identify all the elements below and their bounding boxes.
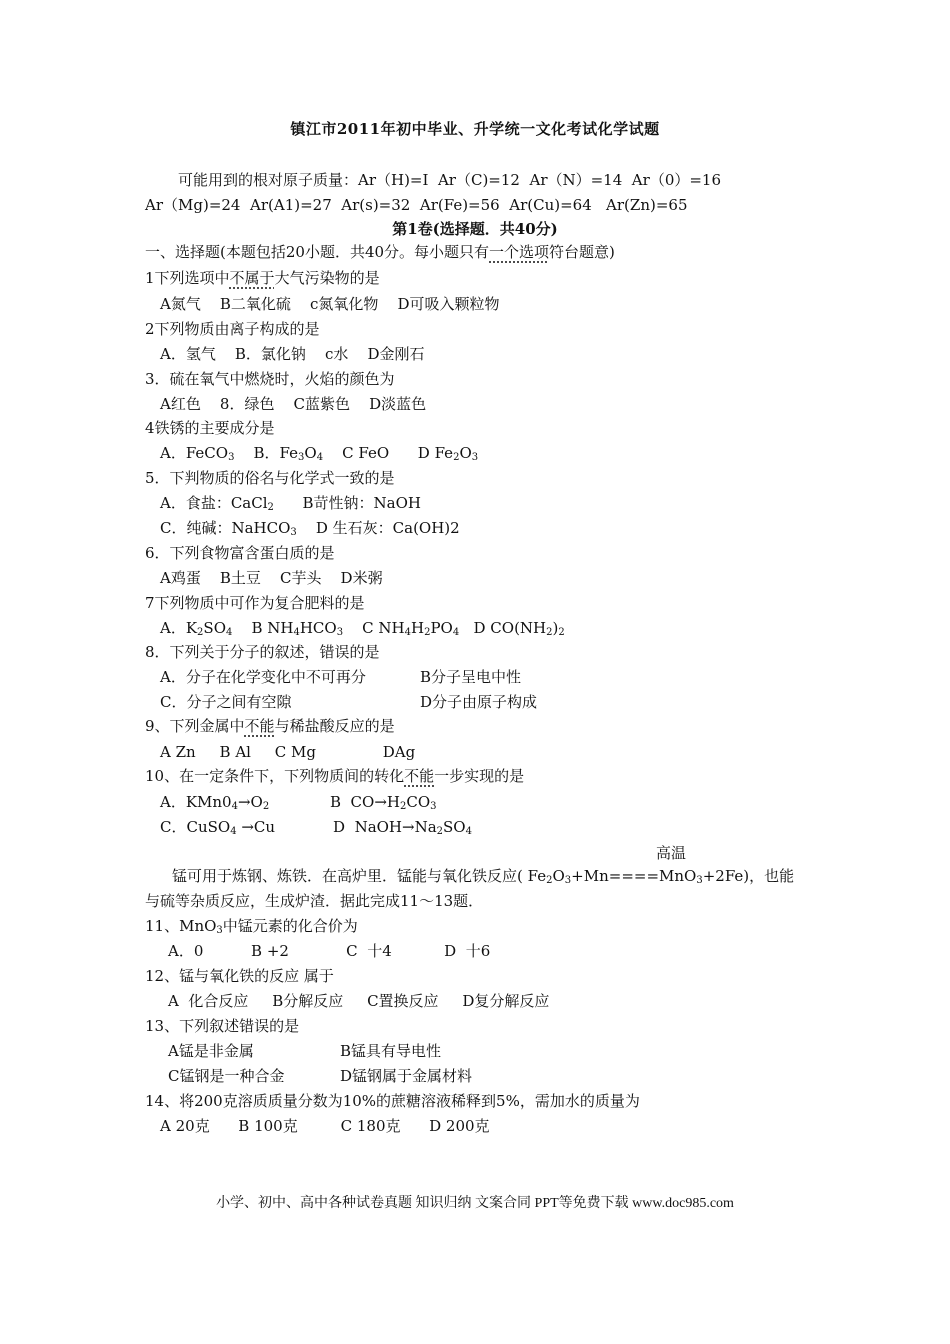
footer-link-text[interactable]: 小学、初中、高中各种试卷真题 知识归纳 文案合同 PPT等免费下载 www.doc985.com [216, 1196, 734, 1211]
question-3-stem: 3．硫在氧气中燃烧时，火焰的颜色为 [145, 370, 395, 388]
question-14-options: A 20克 B 100克 C 180克 D 200克 [160, 1117, 490, 1135]
volume-title: 第1卷(选择题．共40分) [392, 220, 558, 238]
section-intro: 一、选择题(本题包括20小题．共40分。每小题只有一个选项符台题意) [145, 243, 615, 261]
question-5-stem: 5．下判物质的俗名与化学式一致的是 [145, 469, 395, 487]
emphasis-dotted: 一个选项 [489, 243, 550, 261]
reaction-condition: 高温 [656, 844, 687, 862]
question-8-option-a: A．分子在化学变化中不可再分 [160, 668, 366, 686]
question-8-stem: 8．下列关于分子的叙述，错误的是 [145, 643, 380, 661]
question-13-option-c: C锰钢是一种合金 [168, 1067, 285, 1085]
question-1-stem: 1下列选项中不属于大气污染物的是 [145, 269, 380, 287]
question-4-options: A．FeCO$_3$ B．$Fe_3O_4$ C FeO D $Fe_2O_3$ [160, 444, 479, 463]
page-title: 镇江市2011年初中毕业、升学统一文化考试化学试题 [290, 120, 660, 138]
emphasis-dotted: 不能 [244, 717, 275, 735]
question-13-option-b: B锰具有导电性 [340, 1042, 442, 1060]
question-14-stem: 14、将200克溶质质量分数为10%的蔗糖溶液稀释到5%，需加水的质量为 [145, 1092, 640, 1110]
question-8-option-c: C．分子之间有空隙 [160, 693, 292, 711]
question-7-options: A．$K_2SO_4$ B $NH_4HCO_3$ C $NH_4H_2PO_4$ D $CO(NH_2)_2$ [160, 619, 565, 638]
question-11-stem: 11、MnO$_3$中锰元素的化合价为 [145, 917, 358, 936]
passage-line-2: 与硫等杂质反应，生成炉渣．据此完成11～13题． [145, 892, 484, 910]
question-1-options: A氮气 B二氧化硫 c氮氧化物 D可吸入颗粒物 [160, 295, 500, 313]
question-4-stem: 4铁锈的主要成分是 [145, 419, 275, 437]
question-10-option-a: A．$KMn0_4\to O_2$ [160, 793, 270, 812]
question-10-option-b: B $CO\to H_2CO_3$ [330, 793, 437, 812]
passage-line-1: 锰可用于炼钢、炼铁．在高炉里．锰能与氧化铁反应( $Fe_2O_3+Mn====MnO_3+2Fe$)，也能 [172, 867, 795, 886]
atomic-mass-line-1: 可能用到的根对原子质量：Ar（H)=I Ar（C)=12 Ar（N）=14 Ar（0）=16 [178, 171, 722, 189]
question-10-option-c: C．CuSO$_4$ →Cu [160, 818, 276, 837]
question-8-option-b: B分子呈电中性 [420, 668, 522, 686]
question-13-option-d: D锰钢属于金属材料 [340, 1067, 473, 1085]
atomic-mass-line-2: Ar（Mg)=24 Ar(A1)=27 Ar(s)=32 Ar(Fe)=56 Ar(Cu)=64 Ar(Zn)=65 [145, 196, 688, 214]
emphasis-dotted: 不能 [404, 767, 435, 785]
question-9-stem: 9、下列金属中不能与稀盐酸反应的是 [145, 717, 395, 735]
question-2-options: A．氢气 B．氯化钠 c水 D金刚石 [160, 345, 425, 363]
question-10-stem: 10、在一定条件下，下列物质间的转化不能一步实现的是 [145, 767, 525, 785]
question-6-stem: 6．下列食物富含蛋白质的是 [145, 544, 335, 562]
emphasis-dotted: 不属于 [229, 269, 275, 287]
question-11-options: A．0 B +2 C 十4 D 十6 [168, 942, 491, 960]
question-12-stem: 12、锰与氧化铁的反应 属于 [145, 967, 334, 985]
question-13-stem: 13、下列叙述错误的是 [145, 1017, 300, 1035]
question-3-options: A红色 8．绿色 C蓝紫色 D淡蓝色 [160, 395, 427, 413]
question-10-option-d: D $NaOH\to Na_2SO_4$ [333, 818, 472, 837]
question-5-options-cd: C．纯碱：NaHCO$_3$ D 生石灰：Ca(OH)2 [160, 519, 460, 538]
question-8-option-d: D分子由原子构成 [420, 693, 538, 711]
question-2-stem: 2下列物质由离子构成的是 [145, 320, 320, 338]
question-5-options-ab: A．食盐：CaCl$_2$ B苛性钠：NaOH [160, 494, 421, 513]
question-13-option-a: A锰是非金属 [168, 1042, 254, 1060]
question-7-stem: 7下列物质中可作为复合肥料的是 [145, 594, 365, 612]
question-6-options: A鸡蛋 B土豆 C芋头 D米粥 [160, 569, 383, 587]
question-12-options: A 化合反应 B分解反应 C置换反应 D复分解反应 [168, 992, 550, 1010]
question-9-options: A Zn B Al C Mg DAg [160, 743, 416, 761]
